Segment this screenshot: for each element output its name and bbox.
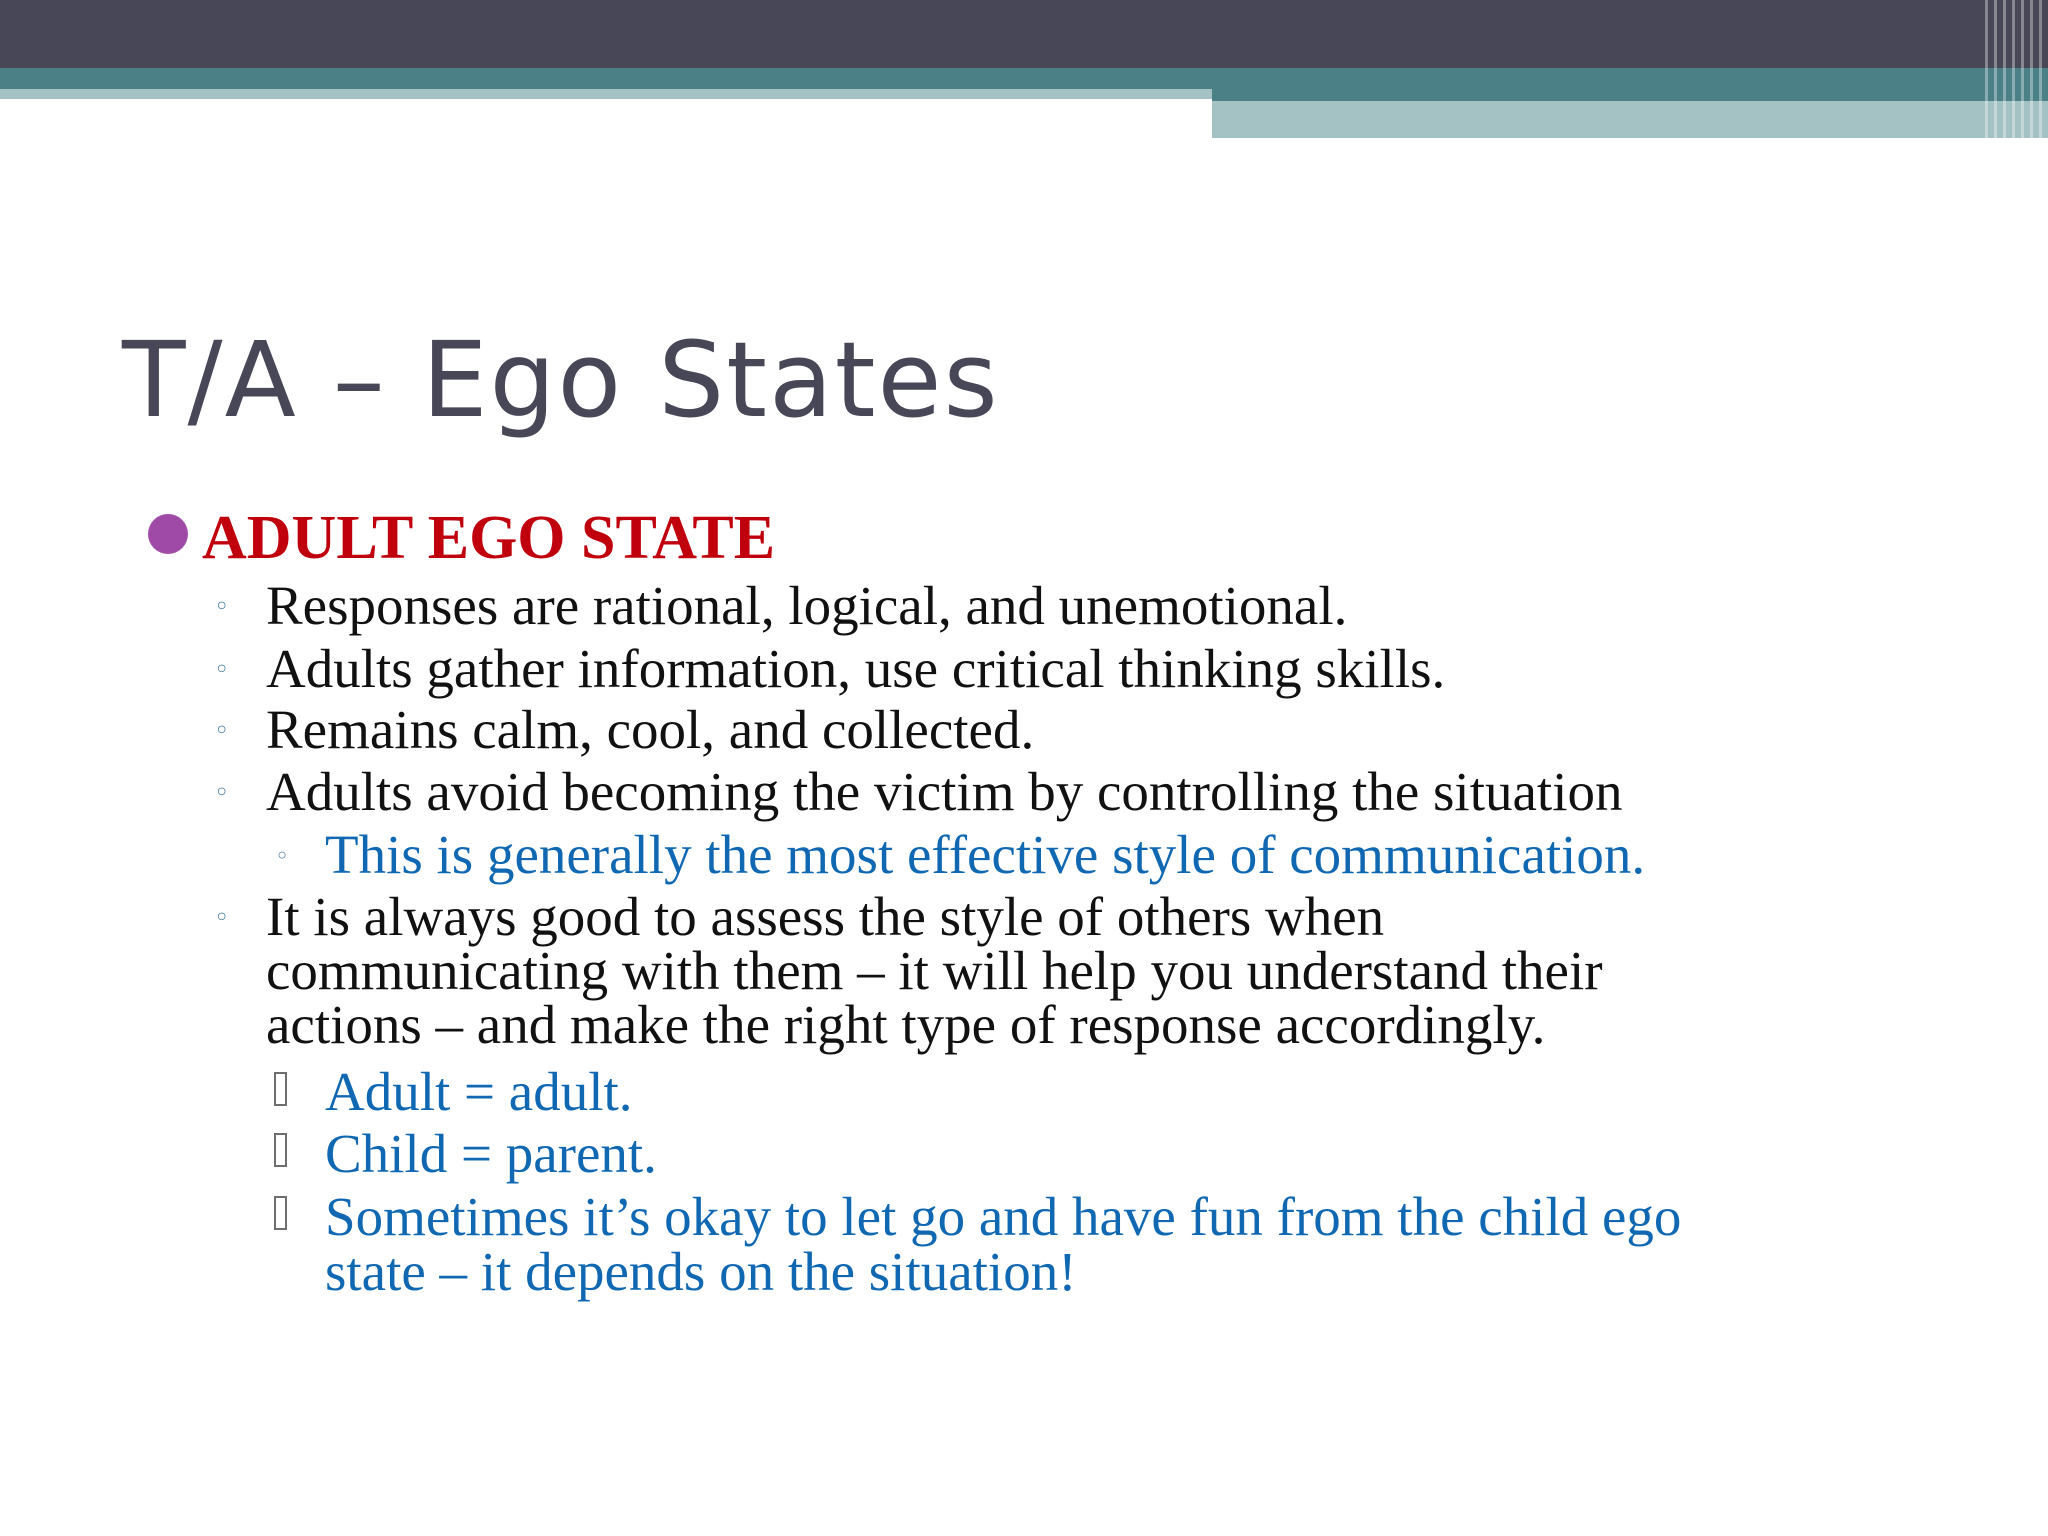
bullet-item-line: actions – and make the right type of response accordingly. — [266, 994, 1546, 1055]
bullet-marker-icon: ◦ — [214, 655, 230, 685]
slide-title: T/A – Ego States — [122, 319, 1000, 441]
section-heading: ADULT EGO STATE — [202, 504, 776, 572]
sub-bullet-item: Adult = adult. — [325, 1061, 633, 1122]
sub-bullet-item-line: Sometimes it’s okay to let go and have fun from the child ego — [325, 1186, 1682, 1247]
box-bullet-icon — [274, 1072, 287, 1106]
box-bullet-icon — [274, 1196, 287, 1230]
sub-bullet-item: This is generally the most effective style of communication. — [325, 824, 1646, 885]
bullet-marker-icon: ◦ — [214, 716, 230, 746]
bullet-item: Remains calm, cool, and collected. — [266, 699, 1035, 760]
bullet-item-line: It is always good to assess the style of others when — [266, 886, 1385, 947]
bullet-marker-icon: ◦ — [214, 592, 230, 622]
heading-bullet-icon — [148, 514, 188, 554]
bullet-marker-icon: ◦ — [214, 778, 230, 808]
box-bullet-icon — [274, 1133, 287, 1167]
sub-bullet-item-line: state – it depends on the situation! — [325, 1241, 1077, 1302]
bullet-item: Adults gather information, use critical thinking skills. — [266, 638, 1446, 699]
bullet-item: Responses are rational, logical, and unemotional. — [266, 575, 1348, 636]
bullet-marker-icon: ◦ — [214, 903, 230, 933]
bullet-item-line: communicating with them – it will help you understand their — [266, 940, 1603, 1001]
sub-bullet-item: Child = parent. — [325, 1123, 657, 1184]
sub-bullet-marker-icon: ◦ — [275, 842, 290, 870]
bullet-item: Adults avoid becoming the victim by controlling the situation — [266, 761, 1623, 822]
